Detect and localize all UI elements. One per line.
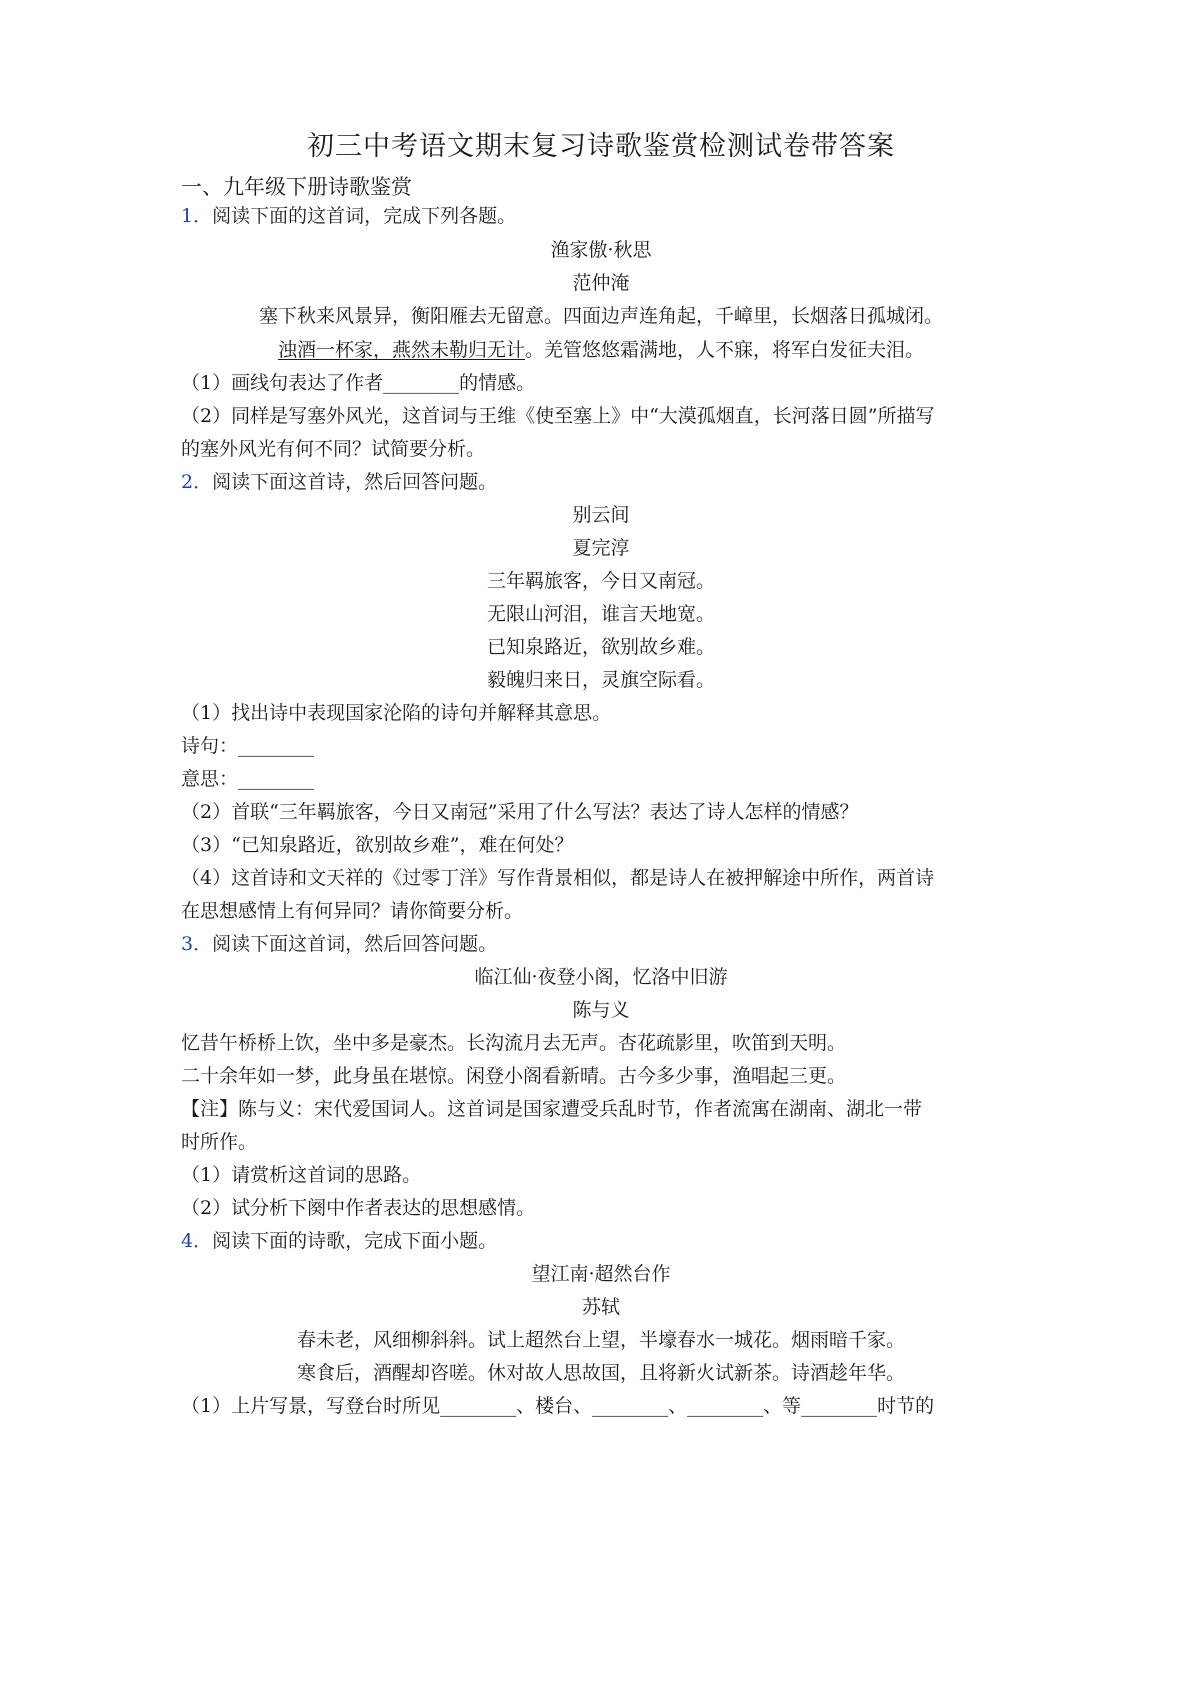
sub-question: （2）试分析下阕中作者表达的思想感情。 [181, 1197, 536, 1219]
question-number: 2． [181, 471, 213, 493]
poem-line: 毅魄归来日，灵旗空际看。 [486, 669, 715, 691]
question-4 [181, 1229, 1021, 1253]
poem-line: 春未老，风细柳斜斜。试上超然台上望，半壕春水一城花。烟雨暗千家。 [296, 1329, 905, 1351]
sub-question: （3）“已知泉路近，欲别故乡难”，难在何处？ [181, 834, 574, 856]
question-number: 4． [181, 1230, 213, 1252]
question-1 [181, 204, 1021, 228]
document-title: 初三中考语文期末复习诗歌鉴赏检测试卷带答案 [307, 131, 895, 162]
sub-question: （1）画线句表达了作者________的情感。 [181, 372, 536, 394]
question-prompt: 阅读下面的这首词，完成下列各题。 [212, 205, 517, 227]
poem-author: 陈与义 [572, 999, 630, 1021]
sub-question: （1）上片写景，写登台时所见________、楼台、________、________、等________时节的 [181, 1395, 935, 1417]
poem-line: 二十余年如一梦，此身虽在堪惊。闲登小阁看新晴。古今多少事，渔唱起三更。 [181, 1065, 847, 1087]
sub-question: （1）请赏析这首词的思路。 [181, 1164, 422, 1186]
answer-blank: 诗句：________ [181, 735, 315, 757]
poem-line: 寒食后，酒醒却咨嗟。休对故人思故国，且将新火试新茶。诗酒趁年华。 [296, 1362, 905, 1384]
sub-question: （2）首联“三年羁旅客，今日又南冠”采用了什么写法？表达了诗人怎样的情感？ [181, 801, 859, 823]
sub-question-continued: 的塞外风光有何不同？试简要分析。 [181, 438, 486, 460]
note: 【注】陈与义：宋代爱国词人。这首词是国家遭受兵乱时节，作者流寓在湖南、湖北一带 [181, 1098, 923, 1120]
poem-line: 三年羁旅客，今日又南冠。 [486, 570, 715, 592]
poem-title: 临江仙·夜登小阁，忆洛中旧游 [474, 966, 728, 988]
answer-blank: 意思：________ [181, 768, 315, 790]
sub-question-continued: 在思想感情上有何异同？请你简要分析。 [181, 900, 524, 922]
note-continued: 时所作。 [181, 1131, 258, 1153]
question-2 [181, 470, 1021, 494]
sub-question: （2）同样是写塞外风光，这首词与王维《使至塞上》中“大漠孤烟直，长河落日圆”所描写 [181, 405, 935, 427]
question-number: 3． [181, 933, 213, 955]
poem-title: 渔家傲·秋思 [550, 239, 652, 261]
sub-question: （4）这首诗和文天祥的《过零丁洋》写作背景相似，都是诗人在被押解途中所作，两首诗 [181, 867, 935, 889]
question-prompt: 阅读下面这首词，然后回答问题。 [212, 933, 498, 955]
question-3 [181, 932, 1021, 956]
sub-question: （1）找出诗中表现国家沦陷的诗句并解释其意思。 [181, 702, 612, 724]
poem-title: 别云间 [572, 504, 630, 526]
poem-line: 已知泉路近，欲别故乡难。 [486, 636, 715, 658]
section-heading: 一、九年级下册诗歌鉴赏 [181, 175, 412, 199]
poem-line: 忆昔午桥桥上饮，坐中多是豪杰。长沟流月去无声。杏花疏影里，吹笛到天明。 [181, 1032, 847, 1054]
poem-author: 夏完淳 [572, 537, 630, 559]
poem-title: 望江南·超然台作 [531, 1263, 671, 1285]
poem-author: 苏轼 [581, 1296, 620, 1318]
question-prompt: 阅读下面的诗歌，完成下面小题。 [212, 1230, 498, 1252]
poem-line: 塞下秋来风景异，衡阳雁去无留意。四面边声连角起，千嶂里，长烟落日孤城闭。 [258, 305, 943, 327]
poem-line [181, 338, 1021, 362]
poem-line-rest: 。羌管悠悠霜满地，人不寐，将军白发征夫泪。 [525, 339, 925, 361]
underlined-sentence: 浊酒一杯家，燕然未勒归无计 [277, 339, 525, 361]
question-prompt: 阅读下面这首诗，然后回答问题。 [212, 471, 498, 493]
poem-author: 范仲淹 [572, 272, 630, 294]
poem-line: 无限山河泪，谁言天地宽。 [486, 603, 715, 625]
question-number: 1． [181, 205, 213, 227]
